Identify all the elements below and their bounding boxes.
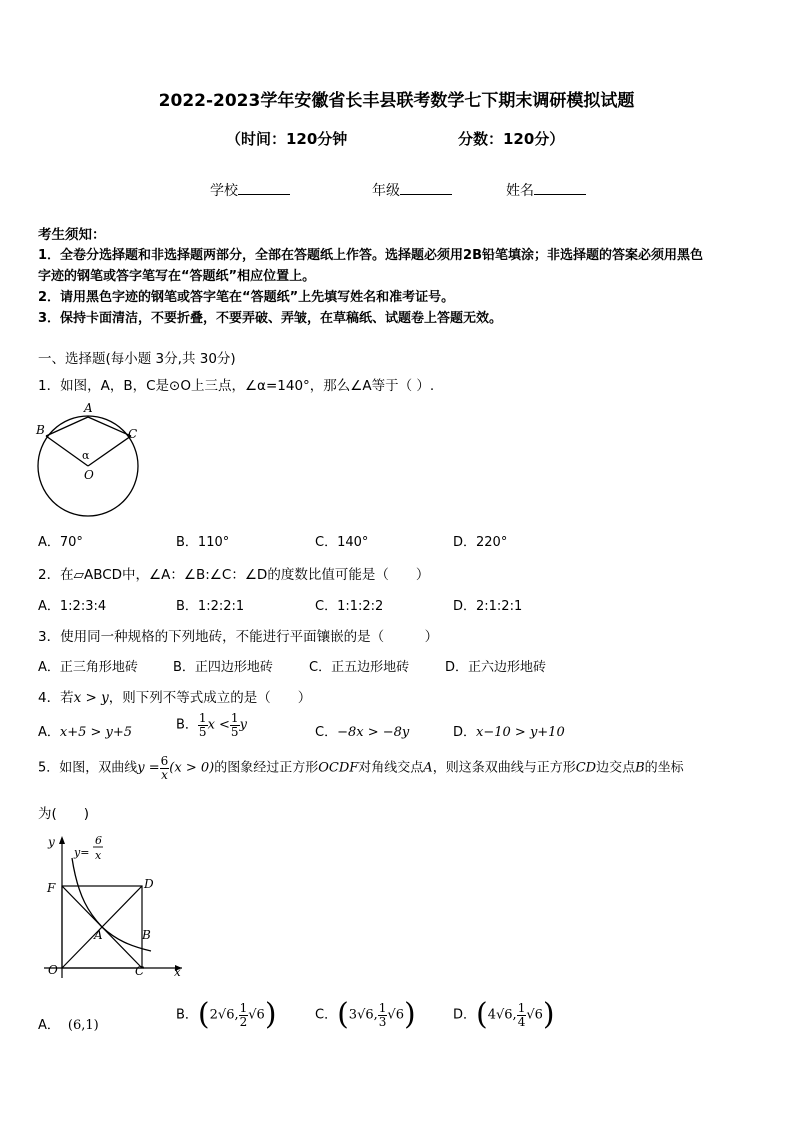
q5-option-b[interactable] <box>176 997 277 1032</box>
paren-open: ( <box>337 997 349 1032</box>
q5-option-a-label: A． <box>38 1018 60 1033</box>
q3-option-c[interactable]: C．正五边形地砖 <box>309 660 410 675</box>
label-c: C <box>128 427 138 441</box>
label-b: B <box>36 423 45 437</box>
label-f: F <box>47 881 56 895</box>
q4-option-b-frac2 <box>230 712 240 738</box>
q5-stem-mid3: ，则这条双曲线与正方形 <box>432 760 576 776</box>
q5-stem <box>38 755 684 781</box>
q5-square: OCDF <box>318 760 359 776</box>
q4-option-c-math: −8x > −8y <box>337 725 410 740</box>
q4-option-d[interactable] <box>453 721 565 740</box>
q4-option-a[interactable] <box>38 721 132 740</box>
notice-heading: 考生须知： <box>38 227 106 243</box>
q5-stem-line2: 为( ) <box>38 806 90 822</box>
q5-option-d-label: D． <box>453 1007 477 1023</box>
q1-option-a[interactable]: A．70° <box>38 535 83 550</box>
q5-option-b-a: 2√6, <box>209 1007 239 1023</box>
paren-close: ) <box>264 997 277 1032</box>
q1-stem: 1．如图，A，B，C是⊙O上三点，∠α=140°，那么∠A等于（ ）. <box>38 378 435 394</box>
q5-option-c-a: 3√6, <box>348 1007 378 1023</box>
q1-option-c[interactable]: C．140° <box>315 535 369 550</box>
frac-num: 1 <box>378 1000 387 1015</box>
label-b: B <box>142 928 151 942</box>
q5-func-cond: (x > 0) <box>169 760 215 776</box>
q5-stem-mid4: 边交点 <box>596 760 636 776</box>
notice-item-2: 2．请用黑色字迹的钢笔或答字笔在“答题纸”上先填写姓名和准考证号。 <box>38 290 455 305</box>
q3-stem: 3．使用同一种规格的下列地砖，不能进行平面镶嵌的是（ ） <box>38 629 439 645</box>
frac-den: 2 <box>239 1014 248 1029</box>
grade-field <box>372 180 452 200</box>
label-d: D <box>144 877 154 891</box>
school-blank <box>238 182 290 195</box>
time-label: （时间：120分钟 <box>226 130 348 148</box>
q4-option-a-label: A． <box>38 725 60 740</box>
q5-stem-mid2: 对角线交点 <box>358 760 424 776</box>
q5-hyperbola-figure <box>38 830 188 980</box>
paren-close: ) <box>542 997 555 1032</box>
frac-num: 1 <box>239 1000 248 1015</box>
q2-stem: 2．在▱ABCD中，∠A：∠B:∠C：∠D的度数比值可能是（ ） <box>38 567 430 583</box>
notice-item-3: 3．保持卡面清洁，不要折叠，不要弄破、弄皱，在草稿纸、试题卷上答题无效。 <box>38 311 503 326</box>
q5-option-b-b: √6 <box>248 1007 265 1023</box>
q4-option-d-math: x−10 > y+10 <box>476 725 565 740</box>
q2-option-c[interactable]: C．1:1:2:2 <box>315 599 384 614</box>
grade-blank <box>400 182 452 195</box>
q3-option-d[interactable]: D．正六边形地砖 <box>445 660 547 675</box>
q3-option-a[interactable]: A．正三角形地砖 <box>38 660 138 675</box>
q5-option-b-frac <box>239 1002 249 1028</box>
q4-option-a-math: x+5 > y+5 <box>59 725 133 740</box>
q4-stem-prefix: 4．若 <box>38 690 74 706</box>
q5-option-d-a: 4√6, <box>487 1007 517 1023</box>
q5-option-b-label: B． <box>176 1007 198 1023</box>
q4-stem <box>38 686 311 706</box>
paren-open: ( <box>197 997 210 1032</box>
paren-close: ) <box>403 997 416 1032</box>
name-field <box>506 180 586 200</box>
label-alpha: α <box>82 449 90 462</box>
frac-den: x <box>161 767 168 782</box>
notice-item-1: 1．全卷分选择题和非选择题两部分，全部在答题纸上作答。选择题必须用2B铅笔填涂；非选择题的答案必须用黑色 <box>38 248 704 263</box>
name-label: 姓名 <box>506 183 534 199</box>
q4-option-b-end: y <box>239 717 247 733</box>
grade-label: 年级 <box>372 183 400 199</box>
y-axis-arrow <box>59 836 65 844</box>
q3-option-b[interactable]: B．正四边形地砖 <box>173 660 273 675</box>
frac-den: 3 <box>378 1014 387 1029</box>
q2-option-b[interactable]: B．1:2:2:1 <box>176 599 245 614</box>
frac-den: 4 <box>517 1014 526 1029</box>
paren-open: ( <box>476 997 488 1032</box>
q1-option-b[interactable]: B．110° <box>176 535 230 550</box>
chord-ac <box>88 417 131 436</box>
q5-option-a[interactable] <box>38 1014 99 1033</box>
q4-option-b-frac1 <box>198 712 208 738</box>
q5-option-d[interactable] <box>453 997 555 1032</box>
q2-option-d[interactable]: D．2:1:2:1 <box>453 599 523 614</box>
q5-func-frac <box>160 755 170 781</box>
q5-option-c-frac <box>378 1002 388 1028</box>
q4-stem-math: x > y <box>73 690 109 706</box>
label-func-den: x <box>95 849 102 862</box>
label-func: y= <box>74 846 90 859</box>
q5-point-a: A <box>423 760 433 776</box>
label-y-axis: y <box>48 835 55 849</box>
frac-num: 6 <box>160 754 169 768</box>
page-title: 2022-2023学年安徽省长丰县联考数学七下期末调研模拟试题 <box>158 91 635 111</box>
q5-func-lhs: y = <box>137 760 160 776</box>
q5-option-a-math: (6,1) <box>67 1018 99 1033</box>
q1-circle-figure <box>30 398 150 520</box>
q4-option-d-label: D． <box>453 725 477 740</box>
label-o: O <box>48 963 58 977</box>
name-blank <box>534 182 586 195</box>
notice-item-1-cont: 字迹的钢笔或答字笔写在“答题纸”相应位置上。 <box>38 269 316 284</box>
q2-option-a[interactable]: A．1:2:3:4 <box>38 599 107 614</box>
q4-stem-suffix: ，则下列不等式成立的是（ ） <box>108 690 312 706</box>
frac-num: 1 <box>198 711 207 725</box>
q5-stem-mid: 的图象经过正方形 <box>214 760 319 776</box>
label-a: A <box>84 401 93 415</box>
q5-option-d-b: √6 <box>526 1007 543 1023</box>
radius-oc <box>88 436 131 466</box>
q5-option-c-b: √6 <box>387 1007 404 1023</box>
frac-num: 1 <box>517 1000 526 1015</box>
chord-ab <box>46 417 88 436</box>
q4-option-b[interactable] <box>176 712 247 738</box>
section-heading: 一、选择题(每小题 3分,共 30分) <box>38 351 236 367</box>
q4-option-b-label: B． <box>176 717 198 733</box>
label-x-axis: x <box>174 965 181 979</box>
q4-option-b-mid: x < <box>207 717 230 733</box>
label-o: O <box>84 468 94 482</box>
q5-point-b: B <box>635 760 645 776</box>
score-label: 分数：120分） <box>458 130 565 148</box>
q5-stem-prefix: 5．如图，双曲线 <box>38 760 138 776</box>
label-c: C <box>135 964 145 978</box>
label-func-num: 6 <box>95 834 102 847</box>
q5-option-d-frac <box>517 1002 527 1028</box>
q1-option-d[interactable]: D．220° <box>453 535 508 550</box>
frac-den: 5 <box>198 724 207 739</box>
frac-den: 5 <box>230 724 239 739</box>
frac-num: 1 <box>230 711 239 725</box>
school-field <box>210 180 290 200</box>
q5-stem-end: 的坐标 <box>644 760 684 776</box>
q5-option-c-label: C． <box>315 1007 338 1023</box>
q5-option-c[interactable] <box>315 997 416 1032</box>
school-label: 学校 <box>210 183 238 199</box>
q5-side: CD <box>575 760 597 776</box>
q4-option-c-label: C． <box>315 725 338 740</box>
label-a: A <box>94 928 103 942</box>
q4-option-c[interactable] <box>315 721 409 740</box>
